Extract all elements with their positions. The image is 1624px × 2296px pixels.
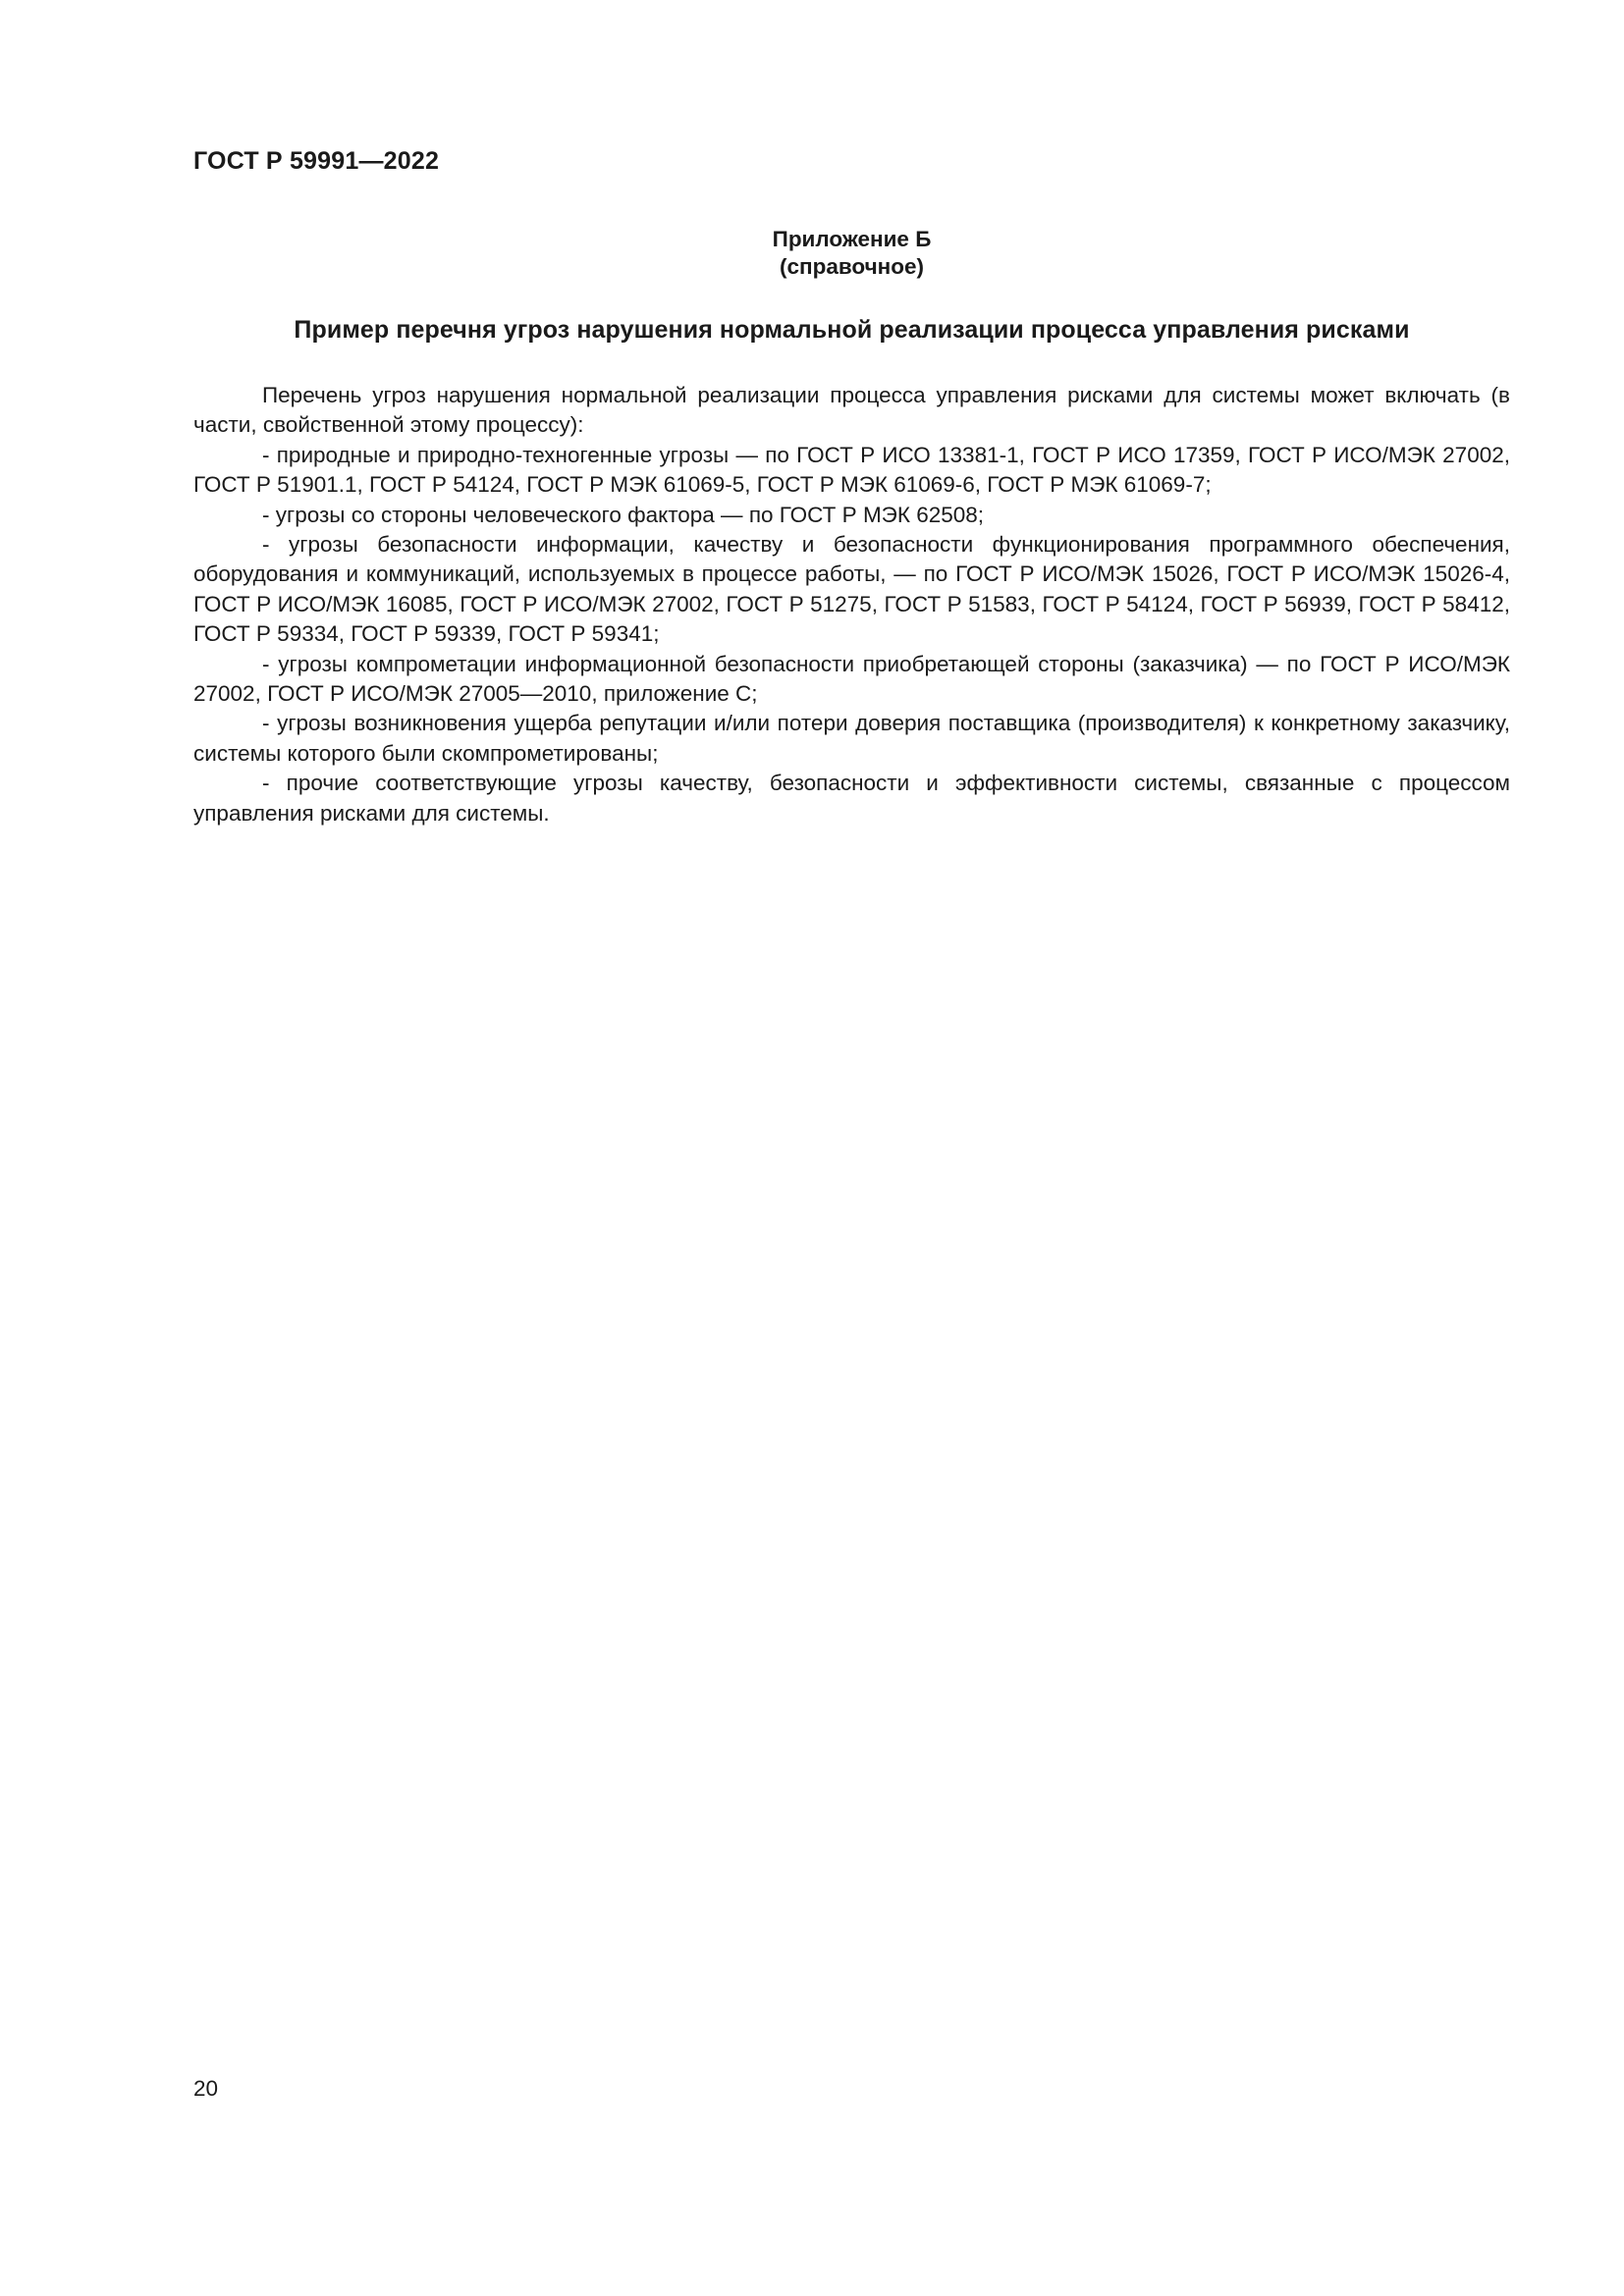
- annex-title: Приложение Б: [772, 227, 932, 251]
- list-item: - угрозы компрометации информационной безопасности приобретающей стороны (заказчика) — по ГОСТ Р ИСО/МЭК 27002, ГОСТ Р ИСО/МЭК 27005—2010, приложение С;: [193, 651, 1510, 707]
- annex-note: (справочное): [780, 254, 924, 279]
- list-item: - угрозы безопасности информации, качеству и безопасности функционирования программного обеспечения, оборудования и коммуникаций, используемых в процессе работы, — по ГОСТ Р ИСО/МЭК 15026, ГОСТ Р ИСО/МЭК 15026-4, ГОСТ Р ИСО/МЭК 16085, ГОСТ Р ИСО/МЭК 27002, ГОСТ Р 51275, ГОСТ Р 51583, ГОСТ Р 54124, ГОСТ Р 56939, ГОСТ Р 58412, ГОСТ Р 59334, ГОСТ Р 59339, ГОСТ Р 59341;: [193, 532, 1510, 647]
- section-title: Пример перечня угроз нарушения нормальной реализации процесса управления рисками: [294, 316, 1410, 344]
- body-text: [193, 381, 1510, 828]
- page-number: 20: [193, 2076, 219, 2101]
- intro-paragraph: Перечень угроз нарушения нормальной реализации процесса управления рисками для системы может включать (в части, свойственной этому процессу):: [193, 383, 1510, 438]
- list-item: - угрозы со стороны человеческого фактора — по ГОСТ Р МЭК 62508;: [262, 502, 985, 527]
- list-item: - природные и природно-техногенные угрозы — по ГОСТ Р ИСО 13381-1, ГОСТ Р ИСО 17359, ГОСТ Р ИСО/МЭК 27002, ГОСТ Р 51901.1, ГОСТ Р 54124, ГОСТ Р МЭК 61069-5, ГОСТ Р МЭК 61069-6, ГОСТ Р МЭК 61069-7;: [193, 442, 1510, 498]
- running-header-standard-id: ГОСТ Р 59991—2022: [193, 147, 440, 175]
- list-item: - угрозы возникновения ущерба репутации и/или потери доверия поставщика (производителя) к конкретному заказчику, системы которого были скомпрометированы;: [193, 711, 1510, 766]
- annex-heading: [193, 226, 1510, 281]
- list-item: - прочие соответствующие угрозы качеству, безопасности и эффективности системы, связанные с процессом управления рисками для системы.: [193, 771, 1510, 826]
